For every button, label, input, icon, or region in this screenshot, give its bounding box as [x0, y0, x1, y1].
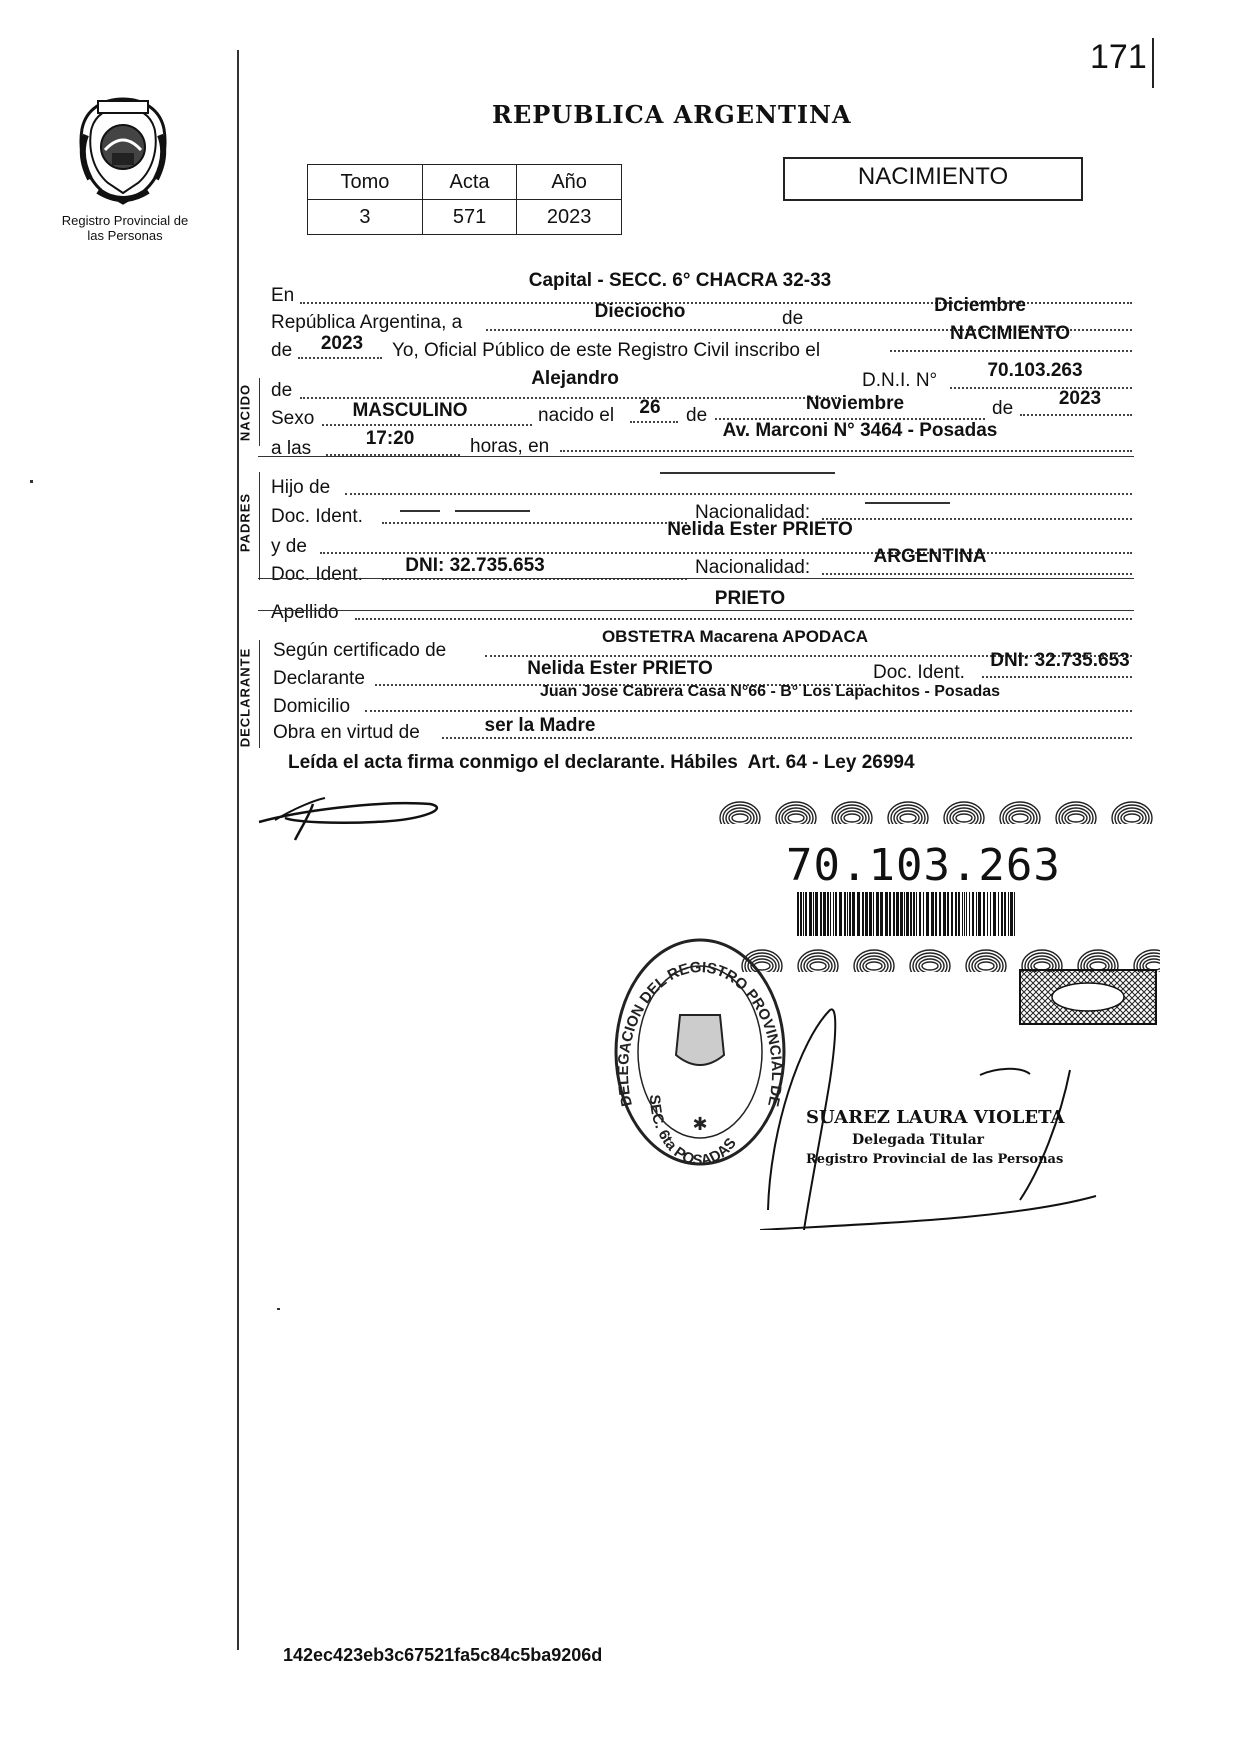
obra-label: Obra en virtud de	[273, 722, 420, 743]
security-rosette	[832, 802, 872, 824]
domicilio-label: Domicilio	[273, 696, 351, 717]
barcode-bar	[862, 892, 864, 936]
mother-nationality: ARGENTINA	[873, 546, 987, 567]
declarante-doc-label: Doc. Ident.	[873, 662, 965, 683]
declarante-doc-value: DNI: 32.735.653	[990, 650, 1130, 671]
security-rosette	[966, 950, 1006, 972]
security-rosette	[888, 802, 928, 824]
barcode-bar	[865, 892, 868, 936]
certificado-label: Según certificado de	[273, 640, 447, 661]
barcode-bar	[990, 892, 991, 936]
margin-line	[237, 50, 239, 1650]
province-coat-of-arms	[68, 95, 178, 210]
barcode-bar	[880, 892, 883, 936]
registry-header-anio: Año	[517, 165, 622, 200]
father-doc-blank-2	[455, 510, 530, 512]
right-edge-line	[1152, 38, 1154, 88]
svg-text:✱: ✱	[692, 1114, 708, 1134]
nacionalidad-label-2: Nacionalidad:	[695, 557, 811, 578]
barcode-bar	[943, 892, 946, 936]
birth-de-label-2: de	[992, 398, 1014, 419]
barcode-bar	[1004, 892, 1006, 936]
barcode-bar	[823, 892, 826, 936]
certificado-value: OBSTETRA Macarena APODACA	[601, 627, 869, 646]
birth-time: 17:20	[365, 428, 415, 449]
act-type-label: NACIMIENTO	[857, 163, 1009, 190]
scan-speck	[30, 480, 33, 483]
security-rosette	[1056, 802, 1096, 824]
doc-ident-label-2: Doc. Ident.	[271, 564, 363, 585]
republica-label: República Argentina, a	[271, 312, 463, 333]
barcode-bar	[857, 892, 860, 936]
birth-day: 26	[639, 397, 661, 418]
apellido-label: Apellido	[271, 602, 339, 623]
barcode-bar	[805, 892, 807, 936]
barcode-bar	[839, 892, 842, 936]
stamp-inner-text: SEC. 6ta POSADAS	[645, 1094, 740, 1170]
father-doc-blank	[400, 510, 440, 512]
birth-de-label-1: de	[686, 405, 708, 426]
declarant-signature	[255, 790, 445, 850]
barcode-bar	[998, 892, 999, 936]
barcode-bar	[923, 892, 924, 936]
nacido-section-label: NACIDO	[237, 383, 253, 442]
nacido-el-label: nacido el	[538, 405, 615, 426]
month-value: Diciembre	[934, 295, 1026, 316]
sexo-label: Sexo	[271, 408, 315, 429]
barcode-bar	[797, 892, 799, 936]
barcode-bar	[830, 892, 831, 936]
barcode-bar	[976, 892, 977, 936]
barcode-bar	[962, 892, 963, 936]
sticker-barcode	[795, 892, 1020, 936]
closing-text: Leída el acta firma conmigo el declarante. Hábiles Art. 64 - Ley 26994	[288, 752, 915, 773]
page-number: 171	[1090, 38, 1147, 76]
official-name: SUAREZ LAURA VIOLETA	[806, 1107, 1065, 1128]
security-pattern-top	[718, 786, 1158, 824]
barcode-bar	[910, 892, 912, 936]
barcode-bar	[972, 892, 974, 936]
barcode-bar	[993, 892, 996, 936]
barcode-bar	[964, 892, 965, 936]
alas-label: a las	[271, 438, 312, 459]
birth-month: Noviembre	[805, 393, 905, 414]
barcode-bar	[900, 892, 903, 936]
barcode-bar	[978, 892, 981, 936]
sexo-value: MASCULINO	[352, 400, 468, 421]
stamp-outer-text: DELEGACION DEL REGISTRO PROVINCIAL DE	[614, 958, 786, 1108]
registry-value-tomo: 3	[308, 200, 423, 235]
barcode-bar	[827, 892, 829, 936]
barcode-bar	[820, 892, 822, 936]
declarante-label: Declarante	[273, 668, 365, 689]
barcode-bar	[873, 892, 874, 936]
security-rosette	[798, 950, 838, 972]
barcode-bar	[919, 892, 921, 936]
security-rosette	[776, 802, 816, 824]
padres-section-label: PADRES	[237, 492, 253, 553]
birth-place: Av. Marconi N° 3464 - Posadas	[722, 420, 998, 441]
barcode-bar	[809, 892, 812, 936]
barcode-bar	[844, 892, 846, 936]
barcode-bar	[876, 892, 879, 936]
barcode-bar	[800, 892, 802, 936]
barcode-bar	[904, 892, 905, 936]
scan-speck	[277, 1308, 280, 1310]
security-rosette	[910, 950, 950, 972]
barcode-bar	[847, 892, 848, 936]
barcode-bar	[939, 892, 941, 936]
barcode-bar	[803, 892, 804, 936]
mother-dni: DNI: 32.735.653	[405, 555, 545, 576]
barcode-bar	[815, 892, 818, 936]
father-nationality-blank	[865, 502, 950, 504]
registry-header-tomo: Tomo	[308, 165, 423, 200]
child-name: Alejandro	[531, 368, 619, 389]
document-title: REPUBLICA ARGENTINA	[492, 100, 852, 129]
de-label-2: de	[271, 340, 293, 361]
barcode-bar	[935, 892, 937, 936]
registry-value-acta: 571	[422, 200, 516, 235]
barcode-bar	[1008, 892, 1009, 936]
barcode-bar	[966, 892, 967, 936]
en-value: Capital - SECC. 6° CHACRA 32-33	[528, 270, 832, 291]
declarante-value: Nelida Ester PRIETO	[527, 658, 713, 679]
security-rosette	[720, 802, 760, 824]
barcode-bar	[889, 892, 891, 936]
barcode-bar	[869, 892, 872, 936]
barcode-bar	[813, 892, 814, 936]
registry-header-acta: Acta	[422, 165, 516, 200]
child-dni: 70.103.263	[987, 360, 1083, 381]
mother-name: Nelida Ester PRIETO	[667, 519, 853, 540]
domicilio-value: Juan Jose Cabrera Casa N°66 - B° Los Lapachitos - Posadas	[539, 683, 1001, 700]
horas-label: horas, en	[470, 436, 550, 457]
registry-table	[307, 164, 622, 235]
nacido-de-label: de	[271, 380, 293, 401]
y-de-label: y de	[271, 536, 307, 557]
barcode-bar	[931, 892, 934, 936]
official-role: Delegada Titular	[852, 1132, 985, 1148]
barcode-bar	[885, 892, 888, 936]
barcode-bar	[983, 892, 985, 936]
year-value: 2023	[320, 333, 364, 354]
barcode-bar	[835, 892, 837, 936]
obra-value: ser la Madre	[484, 715, 596, 736]
apellido-value: PRIETO	[714, 588, 786, 609]
father-blank-dash	[660, 472, 835, 474]
de-label-1: de	[782, 308, 804, 329]
security-rosette	[944, 802, 984, 824]
en-label: En	[271, 285, 295, 306]
declarante-section-label: DECLARANTE	[237, 647, 253, 748]
registry-value-anio: 2023	[517, 200, 622, 235]
barcode-bar	[987, 892, 988, 936]
barcode-bar	[896, 892, 899, 936]
barcode-bar	[947, 892, 949, 936]
barcode-bar	[906, 892, 909, 936]
security-pattern-bottom	[740, 932, 1160, 972]
barcode-bar	[849, 892, 851, 936]
security-rosette	[854, 950, 894, 972]
barcode-bar	[958, 892, 960, 936]
footer-hash: 142ec423eb3c67521fa5c84c5ba9206d	[283, 1645, 603, 1665]
barcode-bar	[833, 892, 834, 936]
dni-label: D.N.I. N°	[862, 370, 938, 391]
nacionalidad-label-1: Nacionalidad:	[695, 502, 811, 523]
birth-year: 2023	[1058, 388, 1102, 409]
day-value: Dieciocho	[594, 301, 686, 322]
barcode-bar	[969, 892, 970, 936]
barcode-bar	[1001, 892, 1003, 936]
barcode-bar	[1010, 892, 1013, 936]
barcode-bar	[951, 892, 953, 936]
yo-text: Yo, Oficial Público de este Registro Civil inscribo el	[392, 340, 821, 361]
official-office: Registro Provincial de las Personas	[806, 1152, 1064, 1167]
barcode-bar	[1014, 892, 1015, 936]
barcode-bar	[926, 892, 929, 936]
logo-caption: Registro Provincial de las Personas	[61, 213, 189, 243]
barcode-bar	[955, 892, 957, 936]
security-rosette	[1112, 802, 1152, 824]
barcode-bar	[852, 892, 855, 936]
inscribo-value: NACIMIENTO	[950, 323, 1070, 344]
barcode-bar	[913, 892, 915, 936]
doc-ident-label-1: Doc. Ident.	[271, 506, 363, 527]
sticker-number: 70.103.263	[786, 840, 1061, 891]
barcode-bar	[893, 892, 895, 936]
security-rosette	[1000, 802, 1040, 824]
hijo-de-label: Hijo de	[271, 477, 331, 498]
barcode-bar	[916, 892, 917, 936]
